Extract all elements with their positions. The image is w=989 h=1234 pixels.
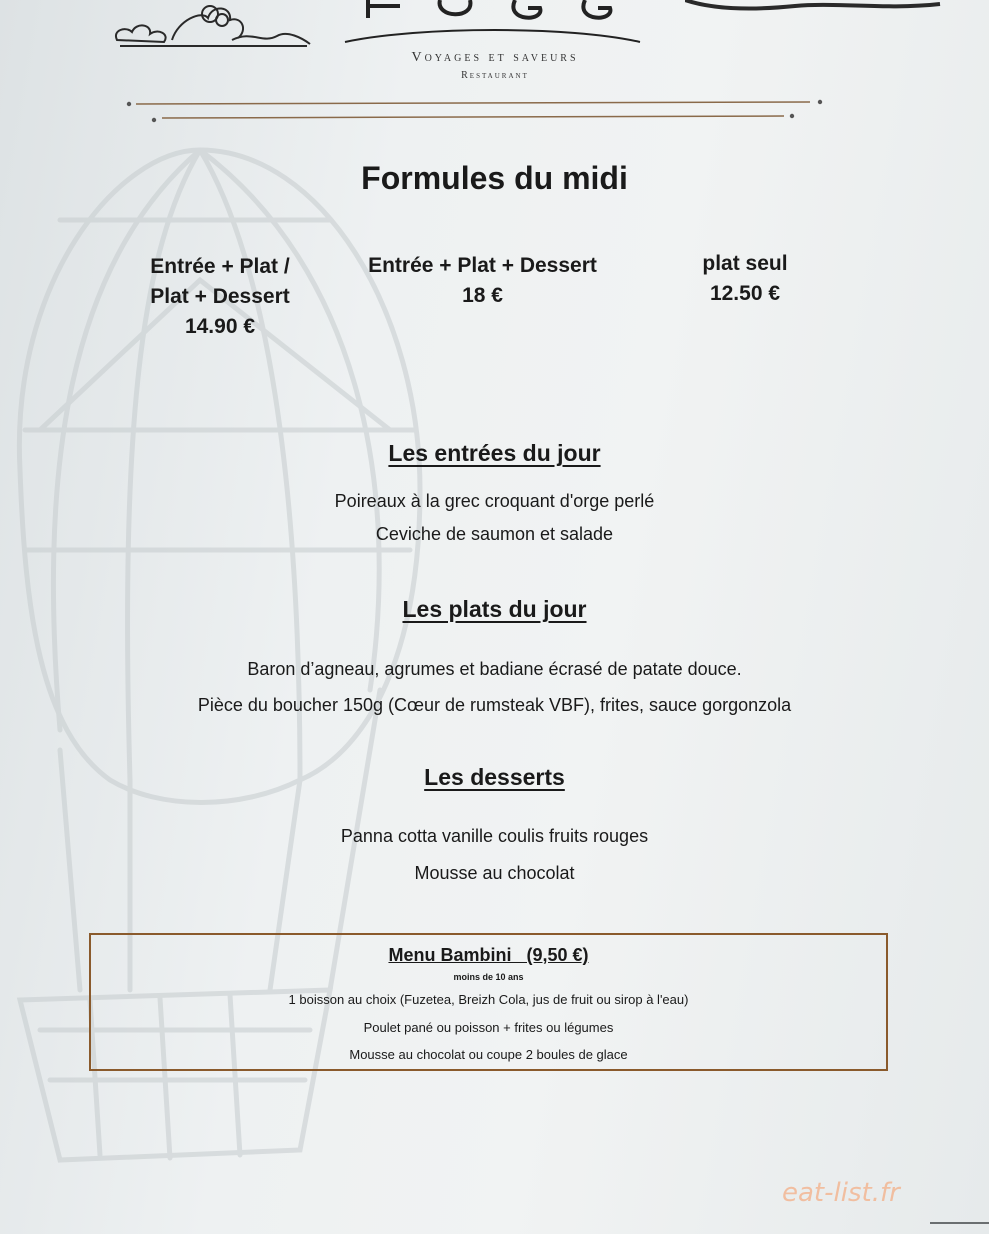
section-title: Les plats du jour	[402, 596, 587, 622]
menu-item: Panna cotta vanille coulis fruits rouges	[340, 826, 649, 846]
bambini-item: Mousse au chocolat ou coupe 2 boules de glace	[349, 1047, 628, 1062]
formula-label-line1: Entrée + Plat /	[150, 255, 290, 278]
menu-item: Mousse au chocolat	[414, 863, 575, 883]
section-title: Les desserts	[424, 764, 565, 790]
formula-entree-plat	[120, 252, 320, 342]
formula-price: 12.50 €	[709, 282, 781, 305]
formula-label-line1: plat seul	[702, 252, 788, 275]
restaurant-brand	[340, 0, 650, 90]
bambini-age-note: moins de 10 ans	[453, 972, 524, 982]
cloud-ornament-left	[112, 0, 312, 52]
menu-item: Baron d’agneau, agrumes et badiane écrasé de patate douce.	[247, 659, 742, 679]
formula-label-line1: Entrée + Plat + Dessert	[368, 254, 597, 277]
menu-item: Poireaux à la grec croquant d'orge perlé	[334, 491, 655, 511]
section-title: Les entrées du jour	[388, 440, 601, 466]
plats-section	[0, 596, 989, 716]
formula-complete	[350, 251, 615, 311]
formula-price: 14.90 €	[184, 315, 256, 338]
cloud-ornament-right	[685, 0, 945, 12]
brand-tagline: Voyages et saveurs	[411, 50, 579, 65]
menu-item: Ceviche de saumon et salade	[375, 524, 614, 544]
site-watermark: eat-list.fr	[782, 1178, 900, 1208]
brand-restaurant-label: Restaurant	[461, 70, 529, 81]
bambini-item: Poulet pané ou poisson + frites ou légumes	[363, 1020, 614, 1035]
menu-item: Pièce du boucher 150g (Cœur de rumsteak VBF), frites, sauce gorgonzola	[197, 695, 792, 715]
desserts-section	[0, 764, 989, 884]
page-title: Formules du midi	[361, 160, 628, 196]
bambini-title: Menu Bambini (9,50 €)	[388, 945, 589, 965]
bambini-menu-box	[89, 933, 888, 1071]
brand-logo	[340, 0, 650, 50]
decorative-double-rule	[120, 96, 840, 126]
bambini-item: 1 boisson au choix (Fuzetea, Breizh Cola, jus de fruit ou sirop à l'eau)	[288, 992, 689, 1007]
entrees-section	[0, 440, 989, 545]
formula-label-line2: Plat + Dessert	[150, 285, 290, 308]
formula-plat-seul	[660, 249, 830, 309]
formula-price: 18 €	[462, 284, 503, 307]
paper-edge	[930, 1222, 989, 1224]
